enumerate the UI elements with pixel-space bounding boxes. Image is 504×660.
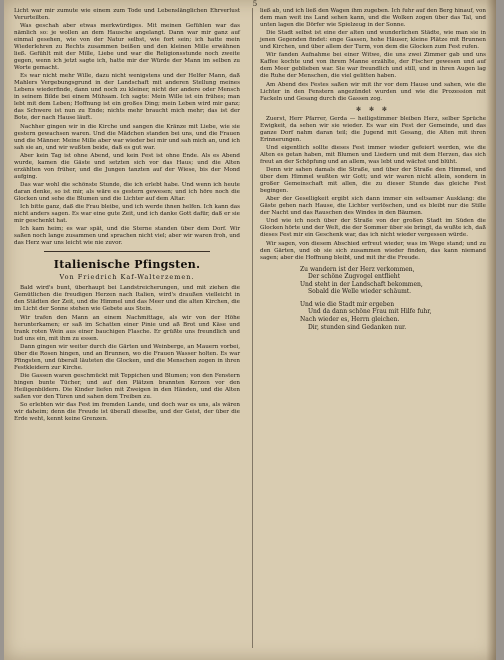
paragraph: Die Gassen waren geschmückt mit Teppichen und Blumen; von den Fenstern hingen bunte Tücher, und auf den Plätzen brannten Kerzen vor den Heiligenbildern. Die Kinder liefen mit Zweigen in den Händen, und die Alten saßen vor den Türen und sahen dem Treiben zu. <box>14 372 240 400</box>
poem-stanza <box>300 266 486 296</box>
paragraph: Nachher gingen wir in die Kirche und sangen die Kränze mit Liebe, wie sie gestern gewachsen waren. Und die Mädchen standen bei uns, und die Frauen und die Männer. Meine Mille aber war wieder bei mir und sah mich an, und ich sah sie an, und wir wußten beide, daß es gut war. <box>14 123 240 151</box>
paragraph: Wir fanden Aufnahme bei einer Witwe, die uns zwei Zimmer gab und uns Kaffee kochte und von ihrem Manne erzählte, der Fischer gewesen und auf dem Meer geblieben war. Sie war freundlich und still, und in ihren Augen lag die Ruhe der Menschen, die viel gelitten haben. <box>260 52 486 80</box>
section-divider <box>44 251 210 252</box>
paragraph: Wir sagen, von diesem Abschied erfreut wieder, was im Wege stand; und zu den Gärten, und ob sie sich zusammen wieder finden, das kann niemand sagen; aber die Hoffnung bleibt, und mit ihr die Freude. <box>260 240 486 261</box>
paragraph: Am Abend des Festes saßen wir mit ihr vor dem Hause und sahen, wie die Lichter in den Fenstern angezündet wurden und wie die Prozession mit Fackeln und Gesang durch die Gassen zog. <box>260 81 486 102</box>
paragraph: Aber kein Tag ist ohne Abend, und kein Fest ist ohne Ende. Als es Abend wurde, kamen die Gäste und setzten sich vor das Haus; und die Alten erzählten von früher, und die Jungen tanzten auf der Wiese, bis der Mond aufging. <box>14 152 240 180</box>
paragraph: Das war wohl die schönste Stunde, die ich erlebt habe. Und wenn ich heute daran denke, so ist mir, als wäre es gestern gewesen; und ich höre noch die Glocken und sehe die Blumen und die Lichter auf dem Altar. <box>14 181 240 202</box>
paragraph: ließ ab, und ich ließ den Wagen ihm zugeben. Ich fuhr auf den Berg hinauf, von dem man weit ins Land sehen kann, und die Wolken zogen über das Tal, und unten lagen die Dörfer wie Spielzeug in der Sonne. <box>260 8 486 28</box>
paragraph: Dann gingen wir weiter durch die Gärten und Weinberge, an Mauern vorbei, über die Rosen hingen, und an Brunnen, wo die Frauen Wasser holten. Es war Pfingsten, und überall läuteten die Glocken, und die Menschen zogen in ihren Festkleidern zur Kirche. <box>14 343 240 371</box>
article-headline: Italienische Pfingsten. <box>53 258 201 272</box>
page-edge-shadow <box>486 0 496 660</box>
poem-line: Zu wandern ist der Herz verkommen, <box>300 265 415 273</box>
article-byline: Von Friedrich Kaf-Walterzemen. <box>59 273 195 282</box>
poem-line: Der schöne Zugvogel entflieht <box>308 273 401 281</box>
poem-line: Und wie die Stadt mir ergeben <box>300 300 395 308</box>
page-number: 5 <box>252 0 258 8</box>
paragraph: Licht war mir zumute wie einem zum Tode und Lebenslänglichen Ehrverlust Verurteilten. <box>14 8 240 21</box>
right-column <box>260 8 486 648</box>
poem-line: Sobald die Welle wieder schäumt. <box>308 288 412 296</box>
poem-line: Dir, stunden sind Gedanken nur. <box>308 323 407 331</box>
paragraph: Zuerst, Herr Pfarrer, Gerda — heiligstimmer bleiben Herz, selber Sprüche Ewigkeit, da sehen wir sie wieder. Es war ein Fest der Gemeinde, und das ganze Dorf nahm daran teil; die Jugend mit Gesang, die Alten mit ihren Erinnerungen. <box>260 115 486 143</box>
section-dinkus: ✻ ✻ ✻ <box>356 105 390 113</box>
paragraph: Denn wir sahen damals die Straße, und über der Straße den Himmel, und über dem Himmel wußten wir Gott; und wir waren nicht allein, sondern in großer Gemeinschaft mit allen, die zu dieser Stunde das gleiche Fest begingen. <box>260 166 486 194</box>
paragraph: So erlebten wir das Fest im fremden Lande, und doch war es uns, als wären wir daheim; denn die Freude ist überall dieselbe, und der Geist, der über die Erde weht, kennt keine Grenzen. <box>14 402 240 423</box>
newspaper-page <box>4 0 496 660</box>
paragraph: Wir trafen den Mann an einem Nachmittage, als wir von der Höhe herunterkamen; er saß im Schatten einer Pinie und aß Brot und Käse und trank roten Wein aus einer bauchigen Flasche. Er grüßte uns freundlich und lud uns ein, mit ihm zu essen. <box>14 314 240 342</box>
paragraph: Und wie ich noch über der Straße von der großen Stadt im Süden die Glocken hörte und der Welt, die der Sommer über sie bringt, da wußte ich, daß dieses Fest mir ein Geschenk war, das ich nicht wieder vergessen würde. <box>260 218 486 239</box>
paragraph: Ich bitte ganz, daß die Frau bleibe, und ich werde ihnen helfen. Ich kann das nicht anders sagen. Es war eine gute Zeit, und ich danke Gott dafür, daß er sie mir geschenkt hat. <box>14 204 240 225</box>
paragraph: Was geschah aber etwas merkwürdiges. Mit meinen Gefühlen war das nämlich so: je wollen an dem Hausche angelangt. Dann war mir ganz auf einmal gesehen, wie von der Natur selbst, wie fort sein; ich hatte mein Wiederlehren zu Rechts zusammen beißen und den kleinen Mille erwähnen ließ. Gefühlt mit der Mille, Liebe und war die Religionsstunde noch zweite gegen, wenn ich jetzt sagte ich, hatte mir der Würde der Mann im selben zu Worte gemacht. <box>14 23 240 72</box>
paragraph: Und eigentlich sollte dieses Fest immer wieder gefeiert werden, wie die Alten es getan haben, mit Blumen und Liedern und mit dem Herzen, das sich freut an der Schöpfung und an allem, was lebt und wächst und blüht. <box>260 144 486 165</box>
poem-stanza <box>300 301 486 331</box>
left-column <box>14 8 240 648</box>
paragraph: Es war nicht mehr Wille, dazu nicht wenigstens und der Helfer Mann, daß Mahlers Vergebungsgrund in der Landschaft mit anderen Stellung meines Lebens wiederfinde, dann und noch zu kleiner, nicht der andere oder Mensch in seinem Bilde bei einem Mühsam. Ich sagte: Mein Wille ist ein frühes; man lebt mit dem Leben; Hoffnung ist ein großes Ding; mein Leben wird mir ganz; das Schwere ist nun zu Ende; nichts mehr braucht mich mehr; das ist der Bote, der nach Hause läuft. <box>14 73 240 122</box>
paragraph: Die Stadt selbst ist eine der alten und wunderlichen Städte, wie man sie in jenen Gegenden findet: enge Gassen, hohe Häuser, kleine Plätze mit Brunnen und Kirchen, und über allem der Turm, von dem die Glocken zum Fest rufen. <box>260 30 486 51</box>
paragraph: Bald wird's bunt, überhaupt bei Landstreicherungen, und mit ziehen die Gemütlichen die freudigen Herzen nach Italien, wird's draußen vielleicht in den Städten der Zeit, und die Himmel und das Meer und die alten Kirchen, die im Licht der Sonne stehen wie Gebete aus Stein. <box>14 285 240 313</box>
poem-line: Nach wieder es, Herrn gleichen. <box>300 316 400 324</box>
poem-line: Und da dann schöne Frau mit Hilfe fuhr, <box>308 308 432 316</box>
column-rule <box>252 8 253 648</box>
paragraph: Aber der Geselligkeit ergibt sich dann immer ein seltsamer Ausklang: die Gäste gehen nach Hause, die Lichter verlöschen, und es bleibt nur die Stille der Nacht und das Rauschen des Windes in den Bäumen. <box>260 196 486 217</box>
poem <box>260 266 486 332</box>
paragraph: Ich kam heim; es war spät, und die Sterne standen über dem Dorf. Wir saßen noch lange zusammen und sprachen nicht viel; aber wir waren froh, und das Herz war uns leicht wie nie zuvor. <box>14 226 240 247</box>
poem-line: Und steht in der Landschaft bekommen, <box>300 280 423 288</box>
